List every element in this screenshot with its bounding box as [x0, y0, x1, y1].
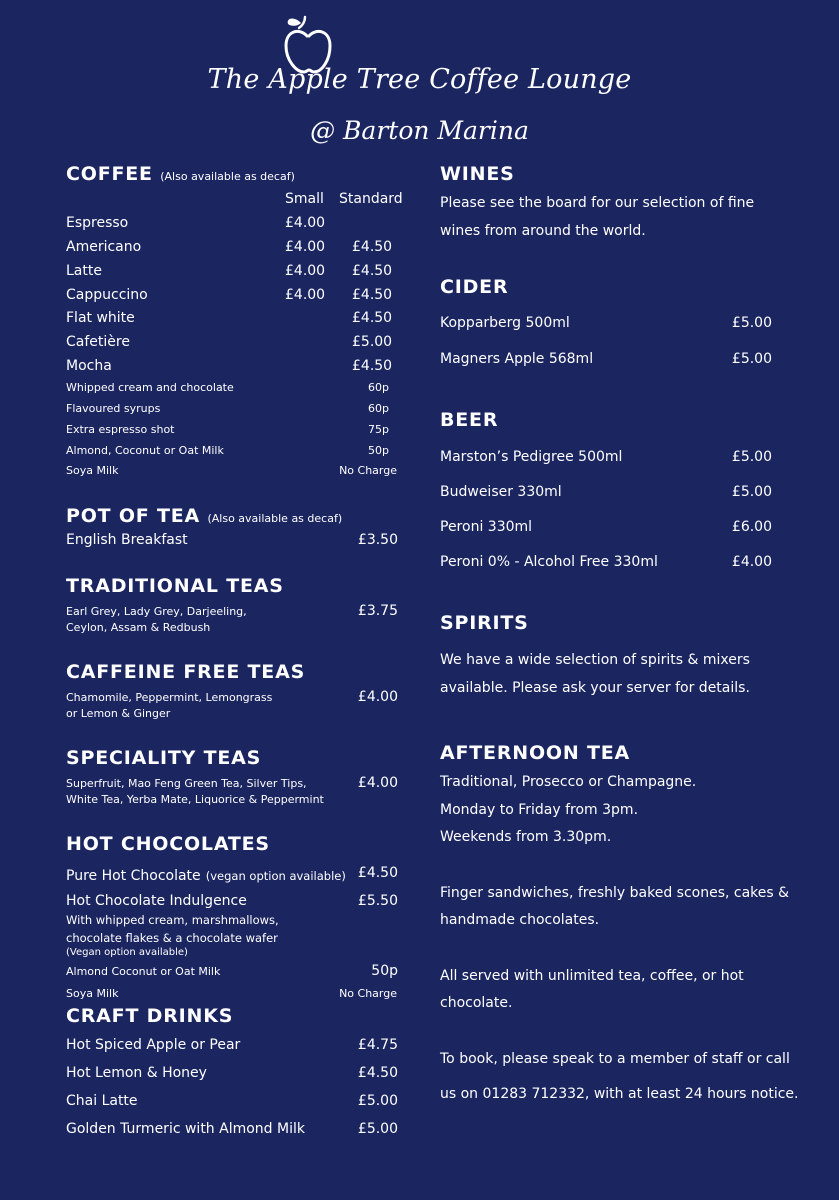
caffeine-free-teas-desc-1: Chamomile, Peppermint, Lemongrass — [66, 691, 273, 704]
afternoon-tea-text-2: Monday to Friday from 3pm. — [440, 802, 639, 818]
cider-item-name: Magners Apple 568ml — [440, 351, 594, 367]
chocolate-indulgence-desc-2: chocolate flakes & a chocolate wafer — [66, 931, 278, 945]
extra-item-price: 50p — [368, 444, 389, 457]
coffee-item-name: Flat white — [66, 310, 135, 326]
craft-drink-price: £5.00 — [357, 1093, 398, 1109]
craft-drink-price: £4.50 — [357, 1065, 398, 1081]
spirits-text-1: We have a wide selection of spirits & mixers — [440, 652, 750, 668]
coffee-title: COFFEE — [66, 163, 153, 185]
extra-item-price: No Charge — [339, 464, 397, 477]
pot-of-tea-title: POT OF TEA — [66, 505, 201, 527]
coffee-item-standard-price: £4.50 — [352, 239, 393, 255]
pot-of-tea-heading — [66, 505, 342, 527]
coffee-item-name: Latte — [66, 263, 102, 279]
chocolate-indulgence-name: Hot Chocolate Indulgence — [66, 893, 247, 909]
chocolate-milk-price: 50p — [371, 963, 398, 979]
coffee-item-name: Espresso — [66, 215, 129, 231]
craft-drink-name: Chai Latte — [66, 1093, 138, 1109]
craft-drink-name: Hot Spiced Apple or Pear — [66, 1037, 241, 1053]
pure-hot-chocolate-row — [66, 865, 346, 884]
caffeine-free-teas-price: £4.00 — [357, 689, 398, 705]
speciality-teas-desc-1: Superfruit, Mao Feng Green Tea, Silver Tips, — [66, 777, 307, 790]
cider-item-price: £5.00 — [731, 315, 772, 331]
beer-item-name: Marston’s Pedigree 500ml — [440, 449, 623, 465]
chocolate-milk-name: Almond Coconut or Oat Milk — [66, 965, 221, 978]
wines-text-2: wines from around the world. — [440, 223, 646, 239]
craft-drink-price: £4.75 — [357, 1037, 398, 1053]
extra-item-name: Extra espresso shot — [66, 423, 175, 436]
chocolate-indulgence-desc-1: With whipped cream, marshmallows, — [66, 913, 279, 927]
extra-item-price: 75p — [368, 423, 389, 436]
chocolate-soya-price: No Charge — [339, 987, 397, 1000]
afternoon-tea-title: AFTERNOON TEA — [440, 742, 631, 764]
coffee-item-small-price: £4.00 — [285, 215, 326, 231]
pot-of-tea-decaf-note: (Also available as decaf) — [207, 512, 343, 525]
cider-item-name: Kopparberg 500ml — [440, 315, 570, 331]
coffee-item-standard-price: £4.50 — [352, 263, 393, 279]
column-standard-label: Standard — [339, 191, 403, 207]
coffee-item-name: Cafetière — [66, 334, 130, 350]
extra-item-name: Flavoured syrups — [66, 402, 161, 415]
afternoon-tea-text-8: To book, please speak to a member of staff or call — [440, 1051, 790, 1067]
afternoon-tea-text-9: us on 01283 712332, with at least 24 hours notice. — [440, 1086, 799, 1102]
pure-hot-chocolate-name: Pure Hot Chocolate — [66, 868, 201, 884]
afternoon-tea-text-7: chocolate. — [440, 995, 513, 1011]
afternoon-tea-text-1: Traditional, Prosecco or Champagne. — [440, 774, 697, 790]
logo-subtitle: @ Barton Marina — [310, 116, 529, 145]
coffee-item-small-price: £4.00 — [285, 239, 326, 255]
beer-item-name: Budweiser 330ml — [440, 484, 562, 500]
traditional-teas-desc-1: Earl Grey, Lady Grey, Darjeeling, — [66, 605, 247, 618]
speciality-teas-price: £4.00 — [357, 775, 398, 791]
craft-drink-price: £5.00 — [357, 1121, 398, 1137]
coffee-heading — [66, 163, 295, 185]
caffeine-free-teas-desc-2: or Lemon & Ginger — [66, 707, 171, 720]
afternoon-tea-text-4: Finger sandwiches, freshly baked scones, cakes & — [440, 885, 790, 901]
cider-title: CIDER — [440, 276, 509, 298]
extra-item-name: Whipped cream and chocolate — [66, 381, 234, 394]
wines-text-1: Please see the board for our selection of fine — [440, 195, 755, 211]
coffee-item-small-price: £4.00 — [285, 263, 326, 279]
beer-item-price: £5.00 — [731, 449, 772, 465]
coffee-item-name: Mocha — [66, 358, 112, 374]
coffee-item-small-price: £4.00 — [285, 287, 326, 303]
craft-drink-name: Hot Lemon & Honey — [66, 1065, 207, 1081]
hot-chocolates-title: HOT CHOCOLATES — [66, 833, 270, 855]
spirits-title: SPIRITS — [440, 612, 529, 634]
traditional-teas-price: £3.75 — [357, 603, 398, 619]
chocolate-indulgence-price: £5.50 — [357, 893, 398, 909]
chocolate-soya-name: Soya Milk — [66, 987, 119, 1000]
craft-drink-name: Golden Turmeric with Almond Milk — [66, 1121, 305, 1137]
traditional-teas-title: TRADITIONAL TEAS — [66, 575, 284, 597]
beer-item-price: £5.00 — [731, 484, 772, 500]
chocolate-indulgence-vegan-note: (Vegan option available) — [66, 947, 188, 958]
traditional-teas-desc-2: Ceylon, Assam & Redbush — [66, 621, 211, 634]
coffee-item-standard-price: £4.50 — [352, 287, 393, 303]
afternoon-tea-text-5: handmade chocolates. — [440, 912, 600, 928]
coffee-item-name: Americano — [66, 239, 142, 255]
wines-title: WINES — [440, 163, 515, 185]
cider-item-price: £5.00 — [731, 351, 772, 367]
coffee-item-standard-price: £4.50 — [352, 358, 393, 374]
craft-drinks-title: CRAFT DRINKS — [66, 1005, 234, 1027]
pure-hot-chocolate-price: £4.50 — [357, 865, 398, 881]
pot-of-tea-item: English Breakfast — [66, 532, 188, 548]
column-small-label: Small — [285, 191, 324, 207]
beer-item-name: Peroni 330ml — [440, 519, 533, 535]
speciality-teas-desc-2: White Tea, Yerba Mate, Liquorice & Peppermint — [66, 793, 324, 806]
coffee-decaf-note: (Also available as decaf) — [160, 170, 295, 183]
pure-hot-chocolate-note: (vegan option available) — [205, 869, 346, 883]
beer-title: BEER — [440, 409, 499, 431]
coffee-item-standard-price: £4.50 — [352, 310, 393, 326]
spirits-text-2: available. Please ask your server for details. — [440, 680, 750, 696]
caffeine-free-teas-title: CAFFEINE FREE TEAS — [66, 661, 306, 683]
beer-item-price: £4.00 — [731, 554, 772, 570]
extra-item-price: 60p — [368, 402, 389, 415]
afternoon-tea-text-6: All served with unlimited tea, coffee, or hot — [440, 968, 744, 984]
extra-item-name: Soya Milk — [66, 464, 119, 477]
beer-item-name: Peroni 0% - Alcohol Free 330ml — [440, 554, 658, 570]
pot-of-tea-price: £3.50 — [357, 532, 398, 548]
extra-item-name: Almond, Coconut or Oat Milk — [66, 444, 224, 457]
beer-item-price: £6.00 — [731, 519, 772, 535]
extra-item-price: 60p — [368, 381, 389, 394]
logo-title: The Apple Tree Coffee Lounge — [207, 64, 632, 95]
coffee-item-standard-price: £5.00 — [352, 334, 393, 350]
afternoon-tea-text-3: Weekends from 3.30pm. — [440, 829, 612, 845]
speciality-teas-title: SPECIALITY TEAS — [66, 747, 262, 769]
coffee-item-name: Cappuccino — [66, 287, 148, 303]
